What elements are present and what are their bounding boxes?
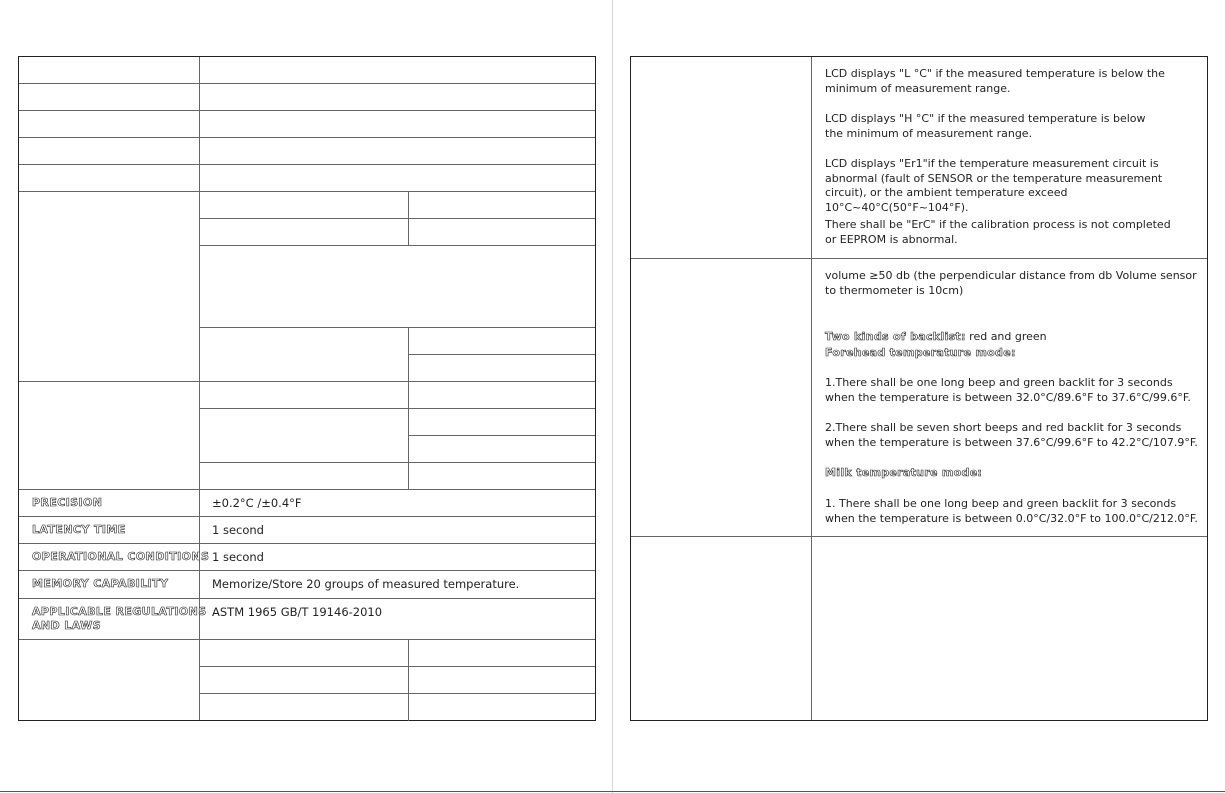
memory-capability-value: Memorize/Store 20 groups of measured temperature. — [212, 577, 520, 591]
backlight-line — [825, 315, 1201, 344]
left-row-rule — [19, 381, 595, 382]
sound-volume-text: volume ≥50 db (the perpendicular distance from db Volume sensor to thermometer is 10cm) — [825, 269, 1197, 297]
page-fold — [612, 0, 613, 793]
left-subrow-rule — [408, 354, 595, 355]
applicable-regulations-value: ASTM 1965 GB/T 19146-2010 — [212, 605, 383, 619]
left-row-rule — [19, 570, 595, 571]
left-subrow-rule — [200, 327, 595, 328]
backlight-value: red and green — [965, 329, 1047, 343]
left-row-rule — [19, 137, 595, 138]
latency-time-value: 1 second — [212, 523, 264, 537]
left-row-rule — [19, 639, 595, 640]
left-subrow-rule — [200, 693, 595, 694]
forehead-mode-item-2: 2.There shall be seven short beeps and red backlit for 3 seconds when the temperature is between 37.6°C/99.6°F to 42.2°C/107.9°F. — [825, 421, 1198, 449]
left-subcol-divider — [408, 639, 409, 721]
milk-mode-heading: Milk temperature mode: — [825, 466, 983, 479]
left-subrow-rule — [200, 462, 595, 463]
latency-time-label: LATENCY TIME — [32, 523, 126, 536]
left-subrow-rule — [408, 435, 595, 436]
forehead-mode-heading: Forehead temperature mode: — [825, 346, 1016, 359]
left-row-rule — [19, 110, 595, 111]
left-subrow-rule — [200, 218, 595, 219]
left-row-rule — [19, 543, 595, 544]
left-row-rule — [19, 516, 595, 517]
right-row-rule — [631, 536, 1207, 537]
lcd-erc-text: There shall be "ErC" if the calibration process is not completed or EEPROM is abnormal. — [825, 218, 1171, 246]
page-bottom-rule — [0, 791, 1225, 792]
left-subrow-rule — [200, 666, 595, 667]
left-row-rule — [19, 83, 595, 84]
forehead-mode-item-1: 1.There shall be one long beep and green backlit for 3 seconds when the temperature is between 32.0°C/89.6°F to 37.6°C/99.6°F. — [825, 376, 1191, 404]
right-table-col-divider — [811, 57, 812, 720]
left-row-rule — [19, 164, 595, 165]
memory-capability-label: MEMORY CAPABILITY — [32, 577, 169, 590]
left-row-rule — [19, 191, 595, 192]
left-row-rule — [19, 489, 595, 490]
operational-conditions-label: OPERATIONAL CONDITIONS — [32, 550, 210, 563]
lcd-er1-text: LCD displays "Er1"if the temperature measurement circuit is abnormal (fault of SENSOR or the temperature measurement circuit), or the ambient temperature exceed 10°C~40°C(50°F~104°F). — [825, 157, 1163, 214]
left-subrow-rule — [200, 408, 595, 409]
lcd-high-temp-text: LCD displays "H °C" if the measured temperature is below the minimum of measurement range. — [825, 112, 1146, 140]
left-subrow-rule — [200, 245, 595, 246]
operational-conditions-value: 1 second — [212, 550, 264, 564]
lcd-low-temp-text: LCD displays "L °C" if the measured temperature is below the minimum of measurement range. — [825, 67, 1165, 95]
backlight-label: Two kinds of backlist: — [825, 329, 966, 343]
precision-label: PRECISION — [32, 496, 103, 509]
applicable-regulations-label: APPLICABLE REGULATIONS AND LAWS — [32, 605, 207, 632]
right-row-rule — [631, 258, 1207, 259]
left-row-rule — [19, 598, 595, 599]
precision-value: ±0.2°C /±0.4°F — [212, 496, 302, 510]
milk-mode-item-1: 1. There shall be one long beep and green backlit for 3 seconds when the temperature is between 0.0°C/32.0°F to 100.0°C/212.0°F. — [825, 497, 1198, 525]
